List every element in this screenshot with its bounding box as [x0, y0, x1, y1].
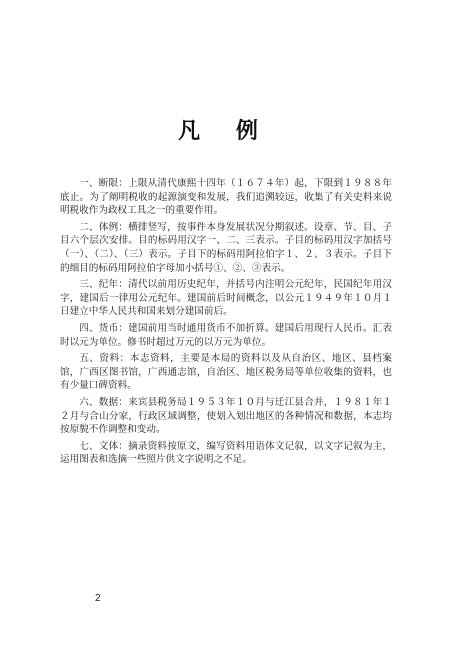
- page-number: 2: [95, 593, 101, 604]
- paragraph-data: 六、数据：来宾县税务局１９５３年１０月与迁江县合并，１９８１年１２月与合山分家，行政区域调整，使划入划出地区的各种情况和数据，本志均按原貌不作调整和变动。: [60, 396, 392, 436]
- guidelines-body: [60, 177, 392, 470]
- page-title: 凡 例: [178, 118, 272, 144]
- paragraph-sources: 五、资料：本志资料，主要是本局的资料以及从自治区、地区、县档案馆，广西区图书馆，广西通志馆，自治区、地区税务局等单位收集的资料，也有少量口碑资料。: [60, 353, 392, 392]
- paragraph-currency: 四、货币：建国前用当时通用货币不加折算。建国后用现行人民币。汇表时以元为单位。修书时超过万元的以万元为单位。: [60, 322, 392, 348]
- paragraph-dating: 三、纪年：清代以前用历史纪年，并括号内注明公元纪年，民国纪年用汉字，建国后一律用公元纪年。建国前后时间概念，以公元１９４９年１０月１日建立中华人民共和国来划分建国前后。: [60, 279, 392, 318]
- paragraph-format: 二、体例：横排竖写，按事件本身发展状况分期叙述。设章、节、目、子目六个层次安排。目的标码用汉字一、二、三表示。子目的标码用汉字加括号（一）、（二）、（三）表示。子目下的标码用阿拉伯字１、２、３表示。子目下的细目的标码用阿拉伯字母加小括号①、②、③表示。: [60, 221, 392, 274]
- paragraph-style: 七、文体：摘录资料按原文，编写资料用语体文记叙，以文字记叙为主，运用图表和选摘一些照片供文字说明之不足。: [60, 440, 392, 466]
- paragraph-scope: 一、断限：上限从清代康熙十四年（１６７４年）起，下限到１９８８年底止。为了阐明税收的起源演变和发展，我们追溯较远，收集了有关史料来说明税收作为政权工具之一的重要作用。: [60, 178, 392, 217]
